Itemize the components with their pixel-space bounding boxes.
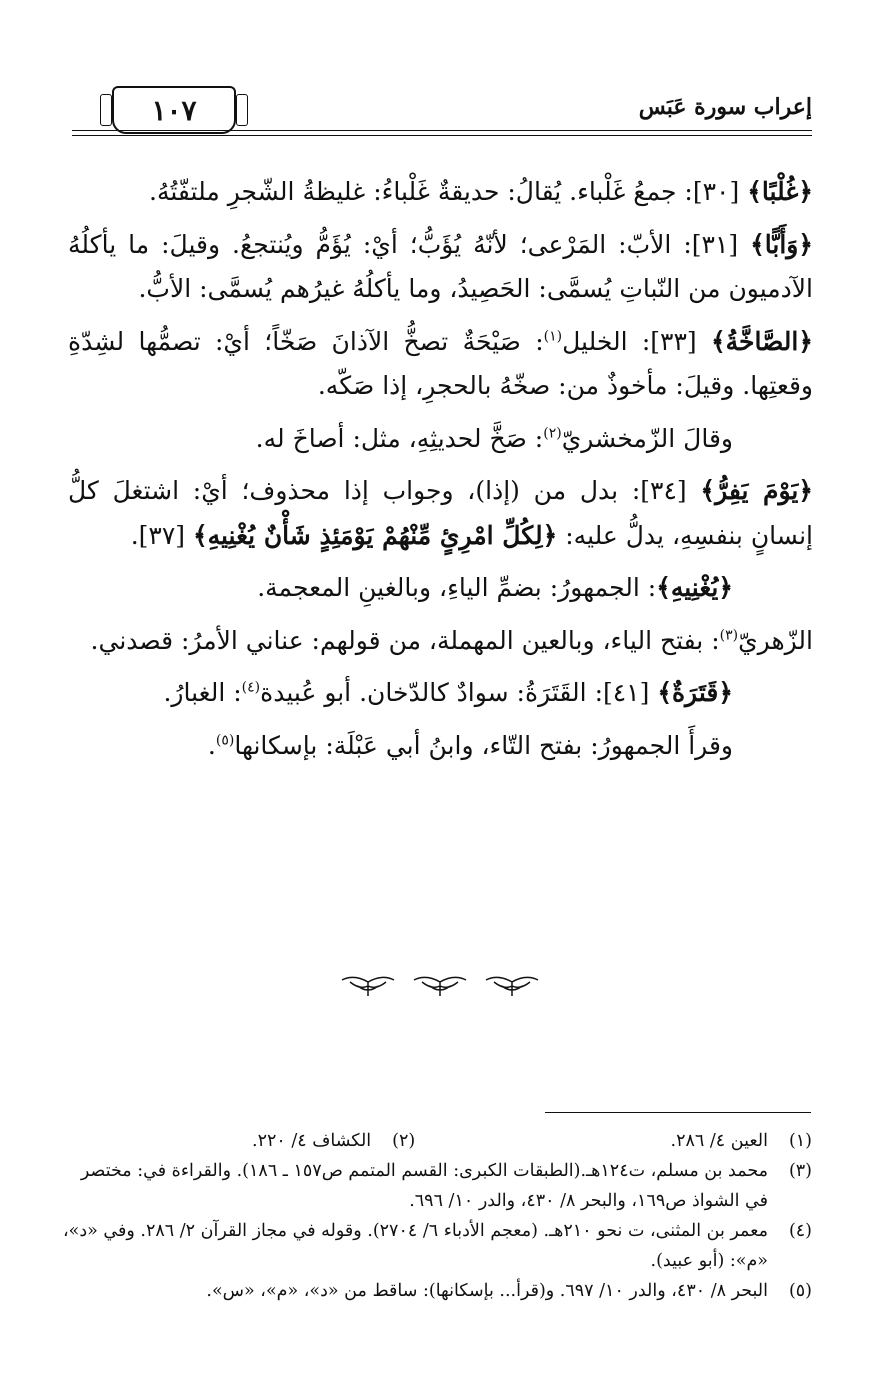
- section-ornament: [340, 972, 540, 1002]
- page-number: ١٠٧: [151, 93, 197, 127]
- paragraph-qiraa: وقرأَ الجمهورُ: بفتح التّاء، وابنُ أبي عَبْلَة: بإسكانها$^{(٥)}$.: [207, 730, 733, 760]
- paragraph-ghulba: ﴿غُلْبًا﴾ [٣٠]: جمعُ غَلْباء. يُقالُ: حديقةٌ غَلْباءُ: غليظةُ الشّجرِ ملتفّتُهُ.: [149, 177, 813, 206]
- flourish-icon: [484, 972, 540, 1000]
- footnote-3: (٣) محمد بن مسلم، ت١٢٤هـ.(الطبقات الكبرى: القسم المتمم ص١٥٧ ـ ١٨٦). والقراءة في: مختصر في الشواذ ص١٦٩، والبحر ٨/ ٤٣٠، والدر ١٠/ ٦٩٦.: [80, 1161, 812, 1211]
- footnote-row: [252, 1126, 812, 1156]
- paragraph-abba: ﴿وَأَبًّا﴾ [٣١]: الأبّ: المَرْعى؛ لأنّهُ يُؤَبُّ؛ أيْ: يُؤَمُّ ويُنتجعُ. وقيلَ: ما يأكلُهُ الآدميون من النّباتِ يُسمَّى: الحَصِيدُ، وما يأكلُهُ غيرُهم يُسمَّى: الأبُّ.: [68, 229, 813, 303]
- quran-word: ﴿يَوْمَ يَفِرُّ﴾: [700, 476, 813, 505]
- footnote-ref: (٥): [215, 732, 235, 749]
- footnote-ref: (٤): [241, 679, 261, 696]
- footnote-ref: (١): [543, 328, 563, 345]
- header-rule-double: [72, 135, 812, 136]
- paragraph-sakhkha: ﴿الصَّاخَّةُ﴾ [٣٣]: الخليل$^{(١)}$: صَيْحَةٌ تصخُّ الآذانَ صَخّاً؛ أيْ: تصمُّها لشِدّةِ وقعتِها. وقيلَ: مأخوذٌ من: صخّهُ بالحجرِ، إذا صَكّه.: [68, 326, 813, 400]
- quran-word: ﴿يُغْنِيهِ﴾: [656, 573, 733, 602]
- page-number-box: [112, 86, 236, 134]
- flourish-icon: [412, 972, 468, 1000]
- paragraph-zuhri: الزّهريّ$^{(٣)}$: بفتح الياء، وبالعين المهملة، من قولهم: عناني الأمرُ: قصدني.: [90, 625, 813, 655]
- footnote-4: (٤) معمر بن المثنى، ت نحو ٢١٠هـ. (معجم الأدباء ٦/ ٢٧٠٤). وقوله في مجاز القرآن ٢/ ٢٨٦. وفي «د»، «م»: (أبو عبيد).: [63, 1221, 812, 1271]
- footnotes: [62, 1126, 812, 1306]
- quran-word: ﴿وَأَبًّا﴾: [750, 229, 813, 259]
- paragraph-yawm-yafirr: ﴿يَوْمَ يَفِرُّ﴾ [٣٤]: بدل من (إذا)، وجواب إذا محذوف؛ أيْ: اشتغلَ كلُّ إنسانٍ بنفسِهِ، يدلُّ عليه: ﴿لِكُلِّ امْرِئٍ مِّنْهُمْ يَوْمَئِذٍ شَأْنٌ يُغْنِيهِ﴾ [٣٧].: [68, 476, 813, 550]
- main-text: [68, 170, 813, 776]
- footnote-separator: [545, 1112, 811, 1113]
- paragraph-yughnihi: ﴿يُغْنِيهِ﴾: الجمهورُ: بضمِّ الياءِ، وبالغينِ المعجمة.: [257, 573, 733, 602]
- paragraph-zamakhshari: وقالَ الزّمخشريّ$^{(٢)}$: صَخَّ لحديثِهِ، مثل: أصاخَ له.: [255, 423, 733, 453]
- quran-word: ﴿قَتَرَةٌ﴾: [657, 678, 733, 707]
- footnote-1: (١) العين ٤/ ٢٨٦.: [670, 1131, 812, 1151]
- quran-word: ﴿الصَّاخَّةُ﴾: [710, 326, 813, 356]
- running-title: إعراب سورة عَبَس: [638, 94, 812, 120]
- footnote-ref: (٢): [543, 425, 562, 442]
- footnote-ref: (٣): [719, 627, 739, 644]
- quran-word: ﴿غُلْبًا﴾: [747, 177, 813, 206]
- quran-verse: ﴿لِكُلِّ امْرِئٍ مِّنْهُمْ يَوْمَئِذٍ شَأْنٌ يُغْنِيهِ﴾: [192, 520, 558, 550]
- footnote-5: (٥) البحر ٨/ ٤٣٠، والدر ١٠/ ٦٩٧. و(قرأ... بإسكانها): ساقط من «د»، «م»، «س».: [206, 1281, 812, 1301]
- page-header: [72, 82, 812, 142]
- header-rule: [72, 130, 812, 131]
- paragraph-qatara: ﴿قَتَرَةٌ﴾ [٤١]: القَتَرَةُ: سوادٌ كالدّخان. أبو عُبيدة$^{(٤)}$: الغبارُ.: [163, 678, 733, 707]
- flourish-icon: [340, 972, 396, 1000]
- footnote-2: (٢) الكشاف ٤/ ٢٢٠.: [252, 1131, 416, 1151]
